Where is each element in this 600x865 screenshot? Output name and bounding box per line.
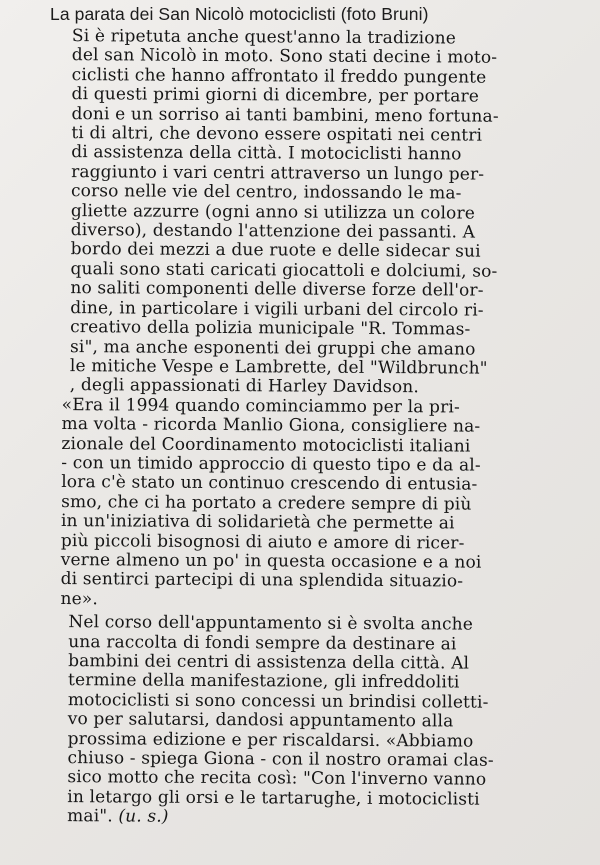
text-line: vo per salutarsi, dandosi appuntamento alla	[67, 709, 454, 732]
photo-caption: La parata dei San Nicolò motociclisti (foto Bruni)	[50, 4, 429, 24]
text-line: bordo dei mezzi a due ruote e delle sidecar sui	[70, 239, 481, 263]
text-line	[49, 807, 561, 830]
text-line: bambini dei centri di assistenza della città. Al	[68, 651, 470, 674]
text-line: in letargo gli orsi e le tartarughe, i motociclisti	[67, 786, 480, 810]
text-line: di sentirci partecipi di una splendida situazio-	[60, 569, 464, 592]
text-line: - con un timido approccio di questo tipo e da al-	[61, 452, 481, 476]
text-line: quali sono stati caricati giocattoli e dolciumi, so-	[70, 258, 498, 282]
text-line: dine, in particolare i vigili urbani del circolo ri-	[70, 297, 484, 321]
text-line: Nel corso dell'appuntamento si è svolta anche	[68, 612, 474, 635]
text-line: creativo della polizia municipale "R. Tommas-	[70, 317, 471, 340]
text-line: verne almeno un po' in questa occasione e a noi	[60, 550, 482, 573]
text-line: del san Nicolò in moto. Sono stati decine i moto-	[71, 45, 498, 69]
author-initials: (u. s.)	[118, 806, 169, 827]
text-line: no saliti componenti delle diverse forze dell'or-	[70, 278, 484, 301]
text-line: , degli appassionati di Harley Davidson.	[69, 375, 420, 398]
text-line: lora c'è stato un continuo crescendo di entusia-	[61, 472, 478, 495]
text-line: di questi primi giorni di dicembre, per portare	[71, 84, 480, 107]
text-line: doni e un sorriso ai tanti bambini, meno fortuna-	[71, 103, 499, 127]
text-line: una raccolta di fondi sempre da destinare ai	[68, 631, 457, 655]
closing-quote-text: mai".	[67, 806, 113, 827]
text-line: Si è ripetuta anche quest'anno la tradizione	[71, 26, 457, 49]
text-line: prossima edizione e per riscaldarsi. «Abbiamo	[67, 728, 474, 752]
text-line: gliette azzurre (ogni anno si utilizza un colore	[70, 200, 476, 224]
text-line: sico motto che recita così: "Con l'inverno vanno	[67, 767, 487, 791]
text-line: di assistenza della città. I motociclisti hanno	[71, 142, 462, 165]
text-line: ne».	[60, 588, 98, 610]
text-line: diverso), destando l'attenzione dei passanti. A	[70, 220, 476, 243]
text-line: si", ma anche esponenti dei gruppi che amano	[69, 336, 476, 360]
text-line: smo, che ci ha portato a credere sempre di più	[61, 491, 472, 515]
text-line: ti di altri, che devono essere ospitati nei centri	[71, 123, 483, 146]
text-line: ciclisti che hanno affrontato il freddo pungente	[71, 64, 487, 88]
text-line: «Era il 1994 quando cominciammo per la pri-	[61, 394, 460, 418]
text-line: le mitiche Vespe e Lambrette, del "Wildbrunch"	[69, 356, 488, 379]
article-paragraph-1	[52, 27, 566, 399]
text-line: zionale del Coordinamento motociclisti italiani	[61, 433, 471, 457]
text-line: termine della manifestazione, gli infreddoliti	[67, 670, 460, 693]
text-line: ma volta - ricorda Manlio Giona, consigliere na-	[61, 414, 481, 437]
text-line: chiuso - spiega Giona - con il nostro oramai clas-	[67, 748, 494, 771]
text-line: in un'iniziativa di solidarietà che permette ai	[60, 511, 455, 534]
article-body	[49, 27, 566, 830]
text-line: più piccoli bisognosi di aiuto e amore di ricer-	[60, 530, 465, 554]
article-paragraph-2	[50, 396, 563, 613]
text-line: raggiunto i vari centri attraverso un lungo per-	[71, 161, 485, 185]
text-line: motociclisti si sono concessi un brindisi colletti-	[67, 689, 489, 713]
text-line: corso nelle vie del centro, indossando le ma-	[70, 181, 462, 204]
article-paragraph-3	[49, 613, 562, 830]
